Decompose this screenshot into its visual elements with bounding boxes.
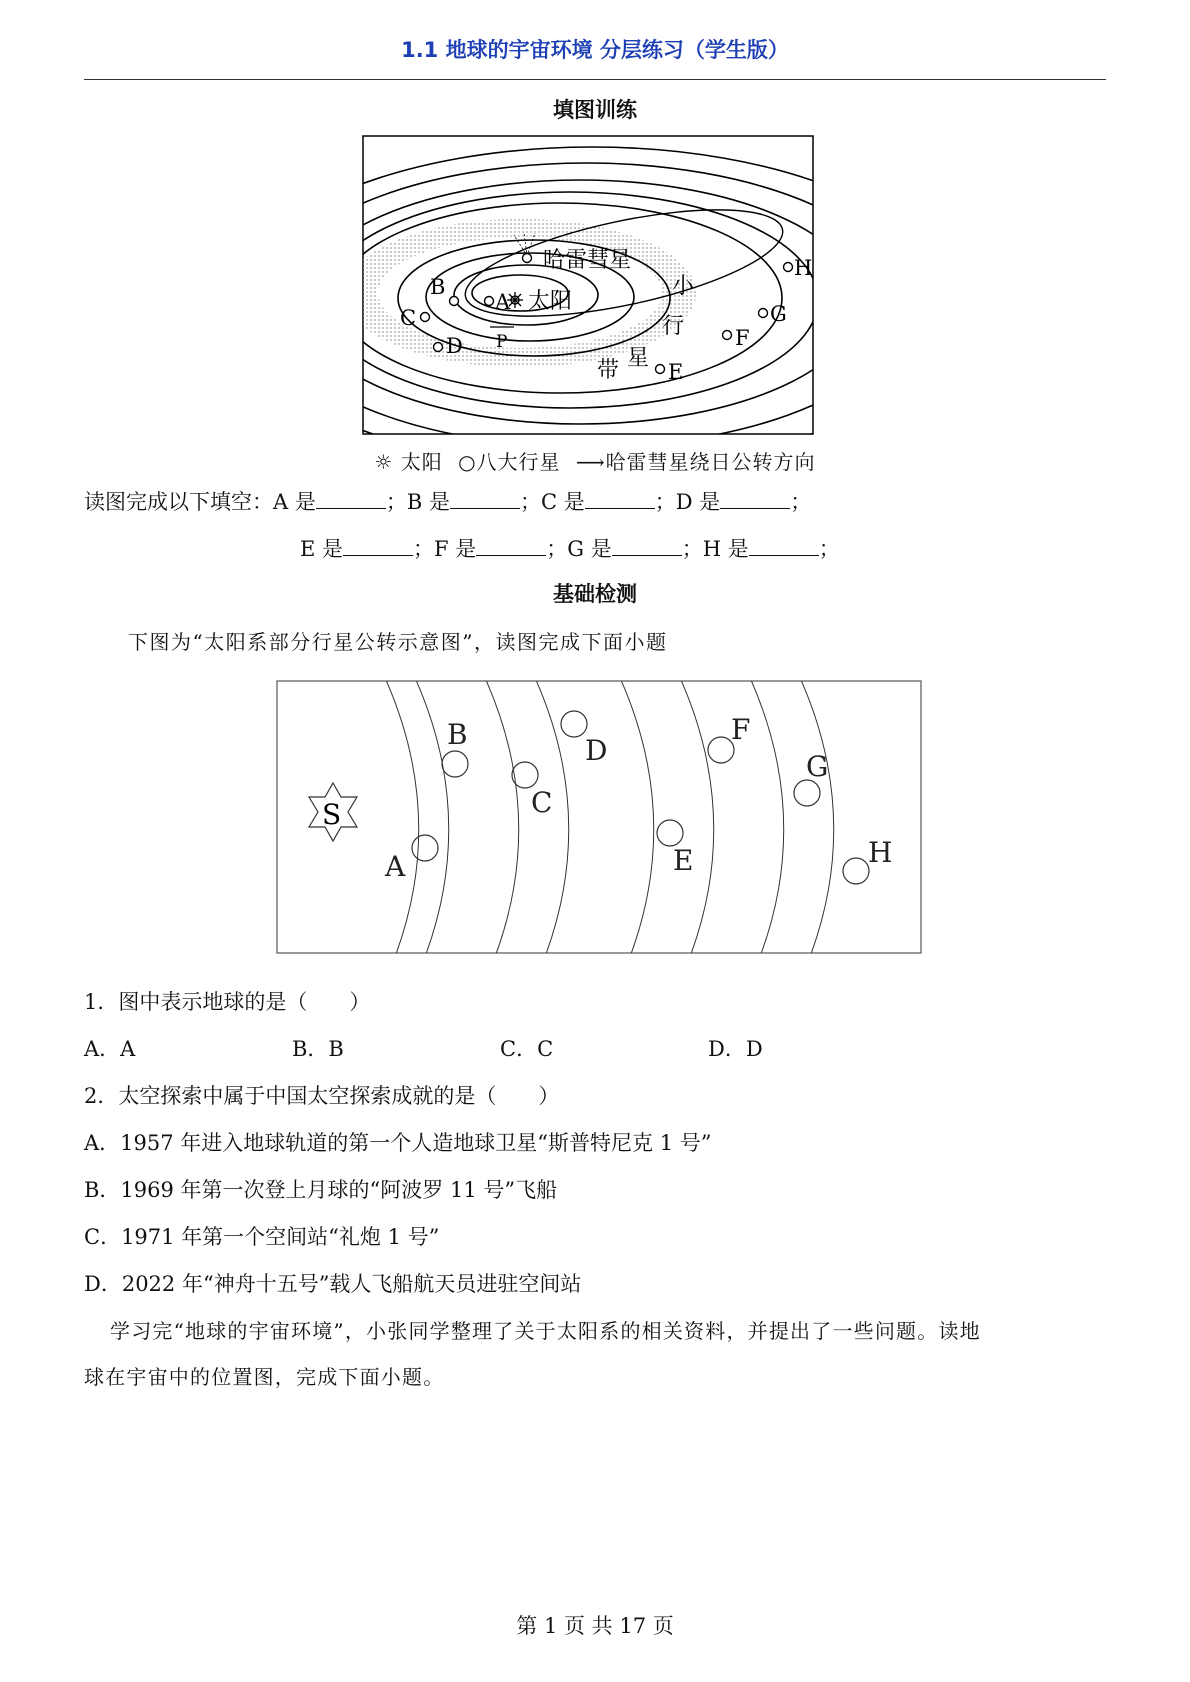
asteroid-belt-char-3: 星 [627,346,650,371]
blank-g[interactable] [612,537,682,556]
planet-f-label: F [735,326,750,350]
planet-f-marker [723,331,732,340]
separator: ； [654,490,676,514]
q2-option-c[interactable]: C．1971 年第一个空间站“礼炮 1 号” [84,1225,440,1249]
q2-option-a[interactable]: A．1957 年进入地球轨道的第一个人造地球卫星“斯普特尼克 1 号” [84,1131,712,1155]
fill-label-f: F 是 [434,537,477,561]
separator: ； [519,490,541,514]
fill-intro: 读图完成以下填空： [84,490,273,514]
planet-revolution-diagram [276,680,922,954]
blank-f[interactable] [476,537,546,556]
star-label: S [322,798,342,831]
fill-label-a: A 是 [273,490,316,514]
separator: ； [413,537,435,561]
closing-paragraph-line-2: 球在宇宙中的位置图，完成下面小题。 [84,1365,445,1389]
planet-legend-icon: ○ [458,450,477,474]
planet-g-marker [759,309,768,318]
planet-f-label: F [731,713,751,746]
blank-a[interactable] [316,490,386,509]
fill-label-d: D 是 [675,490,721,514]
header-title: 1.1 地球的宇宙环境 分层练习（学生版） [401,38,789,62]
asteroid-belt-char-1: 小 [672,274,695,299]
arrow-legend-icon: ⟶ [575,450,606,474]
separator: ； [818,537,840,561]
header-divider [84,79,1106,80]
closing-paragraph-line-1: 学习完“地球的宇宙环境”，小张同学整理了关于太阳系的相关资料，并提出了一些问题。读地 [110,1319,981,1343]
planet-e-marker [656,365,665,374]
blank-e[interactable] [343,537,413,556]
planet-h-label: H [868,836,893,869]
separator: ； [681,537,703,561]
planet-b-label: B [430,275,446,299]
question-2-stem: 2．太空探索中属于中国太空探索成就的是（ ） [84,1084,560,1108]
planet-b-marker [450,297,459,306]
blank-b[interactable] [450,490,520,509]
page-number: 第 1 页 共 17 页 [516,1614,674,1638]
sun-legend-icon: ☼ [374,450,394,474]
planet-d-label: D [585,734,608,767]
blank-c[interactable] [585,490,655,509]
blank-d[interactable] [720,490,790,509]
sun-legend-label: 太阳 [400,450,443,474]
section-title-fill: 填图训练 [553,98,637,122]
planet-d-marker [434,343,443,352]
asteroid-belt-char-4: 带 [597,358,620,383]
planet-a-marker [485,297,494,306]
separator: ； [385,490,407,514]
sun-label: 太阳 [528,289,573,314]
planet-h-label: H [794,256,813,280]
q1-option-d[interactable]: D．D [708,1037,763,1061]
separator: ； [790,490,812,514]
planet-a-label: A [495,290,511,314]
q2-option-b[interactable]: B．1969 年第一次登上月球的“阿波罗 11 号”飞船 [84,1178,558,1202]
fill-row-1 [84,486,811,516]
planet-g-label: G [806,750,829,783]
planet-c-marker [421,313,430,322]
diagram-legend [0,446,1190,475]
q2-option-d[interactable]: D．2022 年“神舟十五号”载人飞船航天员进驻空间站 [84,1272,582,1296]
planet-b-label: B [447,718,468,751]
planet-h-marker [784,263,793,272]
halley-label: 哈雷彗星 [543,248,632,273]
section-title-basic: 基础检测 [553,582,637,606]
planet-e-label: E [673,844,694,877]
fill-label-h: H 是 [702,537,749,561]
planet-g-label: G [770,302,787,326]
perihelion-label: P [496,332,508,352]
planet-c-label: C [400,306,417,330]
diagram-frame [277,681,921,953]
planet-c-label: C [531,786,553,819]
planet-a-label: A [385,850,406,883]
question-1-stem: 1．图中表示地球的是（ ） [84,990,371,1014]
planet-e-label: E [668,360,684,384]
planet-d-label: D [446,334,463,358]
solar-system-orbit-diagram [362,135,814,435]
fill-row-2 [300,533,840,563]
arrow-legend-label: 哈雷彗星绕日公转方向 [605,450,816,474]
separator: ； [546,537,568,561]
q1-option-b[interactable]: B．B [292,1037,344,1061]
fill-label-e: E 是 [300,537,344,561]
fill-label-b: B 是 [406,490,450,514]
planet-legend-label: 八大行星 [476,450,561,474]
q1-option-a[interactable]: A．A [84,1037,136,1061]
fill-label-c: C 是 [540,490,585,514]
halley-comet-icon [523,254,532,263]
section2-intro: 下图为“太阳系部分行星公转示意图”，读图完成下面小题 [128,630,668,654]
q1-option-c[interactable]: C．C [500,1037,554,1061]
blank-h[interactable] [749,537,819,556]
fill-label-g: G 是 [567,537,612,561]
asteroid-belt-char-2: 行 [662,314,685,339]
